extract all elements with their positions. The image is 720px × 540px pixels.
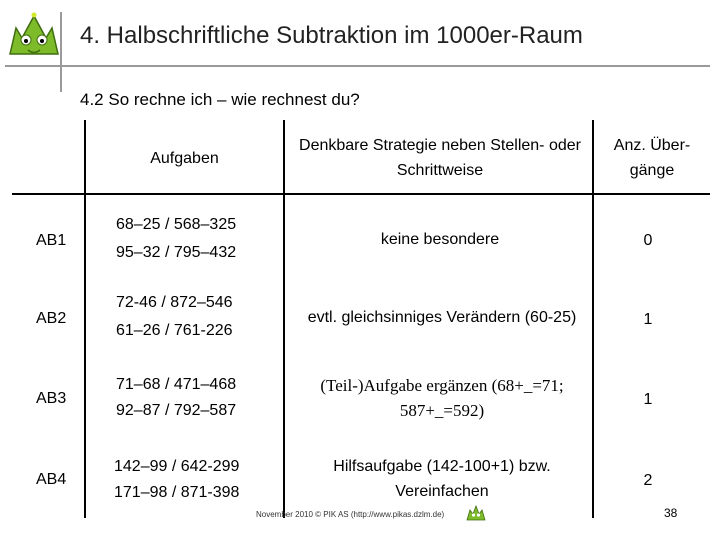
pikas-mini-logo-icon [466,504,486,522]
grid-line [283,120,285,518]
tasks-line-2: 95–32 / 795–432 [116,244,237,261]
tasks-line-1: 71–68 / 471–468 [116,376,237,393]
transitions-count: 1 [643,390,653,408]
tasks-line-1: 142–99 / 642-299 [114,458,240,475]
tasks-line-2: 171–98 / 871-398 [114,484,240,501]
page-title: 4. Halbschriftliche Subtraktion im 1000er-Raum [80,22,583,49]
row-label: AB4 [36,470,67,488]
transitions-count: 2 [643,471,653,489]
strategy-cell: (Teil-)Aufgabe ergänzen (68+_=71; 587+_=592) [320,376,564,420]
footer-credit: November 2010 © PIK AS (http://www.pikas.dzlm.de) [256,510,445,519]
tasks-line-1: 68–25 / 568–325 [116,216,237,233]
tasks-line-2: 61–26 / 761-226 [116,322,233,339]
row-label: AB3 [36,389,67,407]
transitions-count: 0 [643,231,653,249]
page-subtitle: 4.2 So rechne ich – wie rechnest du? [80,90,360,109]
grid-line [12,193,710,195]
tasks-line-1: 72-46 / 872–546 [116,294,233,311]
column-header-tasks: Aufgaben [150,149,219,167]
strategy-cell: evtl. gleichsinniges Verändern (60-25) [307,308,577,326]
page-number: 38 [664,506,678,520]
strategy-cell: Hilfsaufgabe (142-100+1) bzw. Vereinfachen [333,458,551,500]
strategy-cell: keine besondere [380,230,500,248]
grid-line [592,120,594,518]
column-header-transitions: Anz. Über- gänge [613,137,691,179]
tasks-line-2: 92–87 / 792–587 [116,402,237,419]
transitions-count: 1 [643,310,653,328]
column-header-strategy: Denkbare Strategie neben Stellen- oder Schrittweise [299,137,581,179]
row-label: AB1 [36,231,67,249]
row-label: AB2 [36,309,67,327]
